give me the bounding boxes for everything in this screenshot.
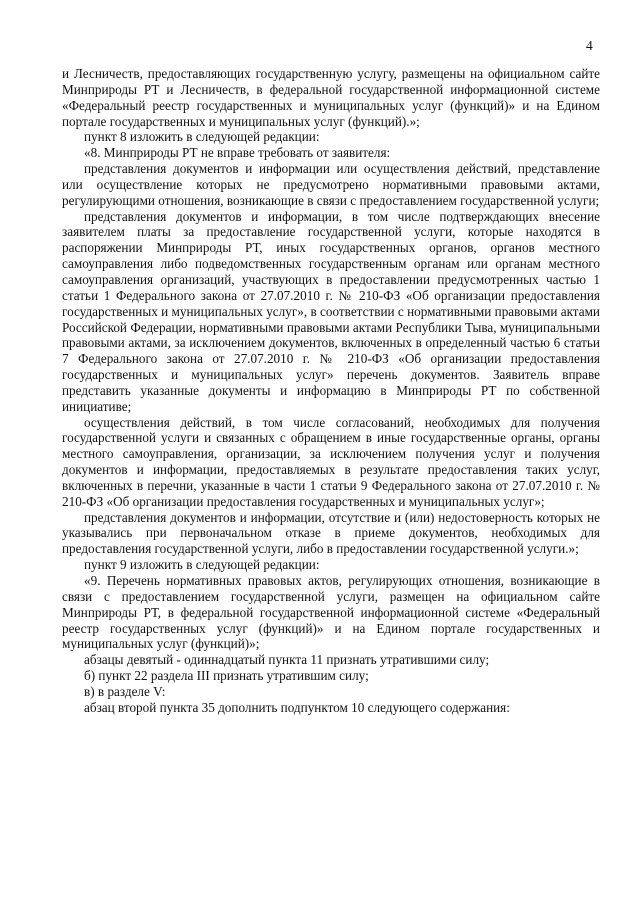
paragraph-11: б) пункт 22 раздела III признать утратившим силу; [84, 668, 369, 684]
paragraph-7: представления документов и информации, отсутствие и (или) недостоверность которых не указывались при первоначальном отказе в приеме документов, необходимых для предоставления государственной услуги, либо в предоставлении государственной услуги.»; [62, 509, 600, 557]
paragraph-12: в) в разделе V: [84, 683, 166, 699]
paragraph-3: «8. Минприроды РТ не вправе требовать от заявителя: [84, 145, 391, 161]
paragraph-10: абзацы девятый - одиннадцатый пункта 11 признать утратившими силу; [84, 652, 490, 668]
paragraph-1: и Лесничеств, предоставляющих государственную услугу, размещены на официальном сайте Минприроды РТ и Лесничеств, в федеральной государственной информационной системе «Федеральный реестр государственных и муниципальных услуг (функций)» и на Едином портале государственных и муниципальных услуг (функций).»; [62, 66, 600, 129]
paragraph-6: осуществления действий, в том числе согласований, необходимых для получения государственной услуги и связанных с обращением в иные государственные органы, органы местного самоуправления, организации, за исключением получения услуг и получения документов и информации, предоставляемых в результате предоставления таких услуг, включенных в перечни, указанные в части 1 статьи 9 Федерального закона от 27.07.2010 г. № 210-ФЗ «Об организации предоставления государственных и муниципальных услуг»; [62, 414, 600, 509]
paragraph-13: абзац второй пункта 35 дополнить подпунктом 10 следующего содержания: [84, 699, 510, 715]
paragraph-5: представления документов и информации, в том числе подтверждающих внесение заявителем платы за предоставление государственной услуги, которые находятся в распоряжении Минприроды РТ, иных государственных органов, органов местного самоуправления либо подведомственных государственным органам или органам местного самоуправления организаций, участвующих в предоставлении предусмотренных частью 1 статьи 1 Федерального закона от 27.07.2010 г. № 210-ФЗ «Об организации предоставления государственных и муниципальных услуг», в соответствии с нормативными правовыми актами Российской Федерации, нормативными правовыми актами Республики Тыва, муниципальными правовыми актами, за исключением документов, включенных в определенный частью 6 статьи 7 Федерального закона от 27.07.2010 г. № 210-ФЗ «Об организации предоставления государственных и муниципальных услуг» перечень документов. Заявитель вправе представить указанные документы и информацию в Минприроды РТ по собственной инициативе; [62, 208, 600, 414]
page-number: 4 [586, 38, 593, 53]
document-body [62, 66, 600, 716]
paragraph-2: пункт 8 изложить в следующей редакции: [84, 129, 320, 145]
paragraph-9: «9. Перечень нормативных правовых актов, регулирующих отношения, возникающие в связи с предоставлением государственной услуги, размещен на официальном сайте Минприроды РТ, в федеральной государственной информационной системе «Федеральный реестр государственных услуг (функций)» и на Едином портале государственных и муниципальных услуг (функций)»; [62, 573, 600, 652]
paragraph-8: пункт 9 изложить в следующей редакции: [84, 557, 320, 573]
paragraph-4: представления документов и информации или осуществления действий, представление или осуществление которых не предусмотрено нормативными правовыми актами, регулирующими отношения, возникающие в связи с предоставлением государственной услуги; [62, 161, 600, 208]
